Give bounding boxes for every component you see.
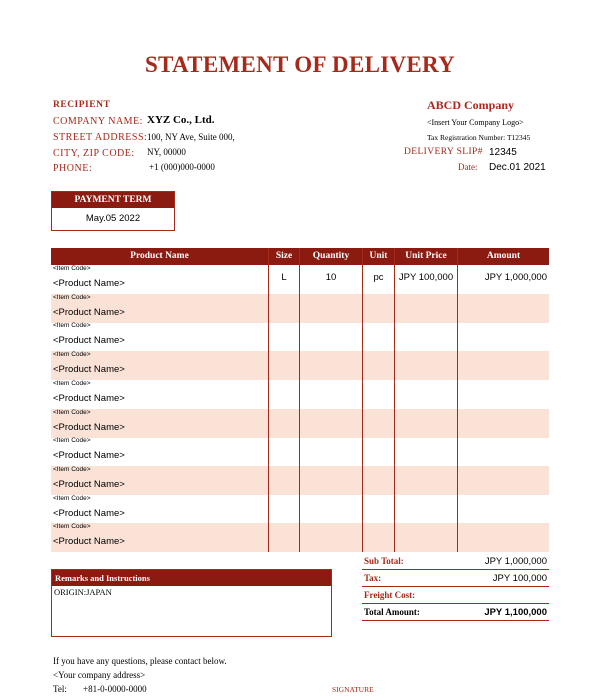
- company-address: <Your company address>: [53, 670, 146, 680]
- table-row[interactable]: [51, 495, 549, 524]
- item-code[interactable]: <Item Code>: [53, 322, 91, 330]
- header-product-name: Product Name: [51, 248, 268, 265]
- product-name[interactable]: <Product Name>: [53, 392, 125, 404]
- product-name[interactable]: <Product Name>: [53, 536, 125, 548]
- table-row[interactable]: [51, 322, 549, 351]
- logo-placeholder: <Insert Your Company Logo>: [427, 118, 524, 127]
- cell-size[interactable]: L: [281, 272, 287, 283]
- tax-value[interactable]: JPY 100,000: [492, 573, 547, 584]
- product-name[interactable]: <Product Name>: [53, 507, 125, 519]
- slip-value[interactable]: 12345: [489, 147, 517, 158]
- tax-registration: Tax Registration Number: T12345: [427, 133, 531, 142]
- remarks-label: Remarks and Instructions: [52, 570, 331, 586]
- cell-price[interactable]: JPY 100,000: [398, 272, 454, 283]
- table-row[interactable]: [51, 409, 549, 438]
- item-code[interactable]: <Item Code>: [53, 293, 91, 301]
- city-value[interactable]: NY, 00000: [147, 147, 186, 157]
- date-label: Date:: [458, 162, 478, 172]
- divider: [362, 620, 549, 621]
- item-code[interactable]: <Item Code>: [53, 523, 91, 531]
- column-divider: [362, 248, 363, 552]
- date-value[interactable]: Dec.01 2021: [489, 162, 546, 173]
- column-divider: [457, 248, 458, 552]
- column-divider: [394, 248, 395, 552]
- recipient-heading: RECIPIENT: [53, 100, 111, 110]
- column-divider: [268, 248, 269, 552]
- address-label: STREET ADDRESS:: [53, 132, 148, 143]
- tel-value: +81-0-0000-0000: [83, 684, 147, 694]
- company-value[interactable]: XYZ Co., Ltd.: [147, 114, 215, 126]
- cell-amount[interactable]: JPY 1,000,000: [484, 272, 547, 283]
- product-name[interactable]: <Product Name>: [53, 450, 125, 462]
- item-code[interactable]: <Item Code>: [53, 408, 91, 416]
- items-table: [51, 248, 549, 552]
- remarks-box: [51, 569, 332, 637]
- table-row[interactable]: [51, 437, 549, 466]
- cell-unit[interactable]: pc: [373, 272, 384, 283]
- contact-note: If you have any questions, please contact below.: [53, 656, 227, 666]
- slip-label: DELIVERY SLIP#: [404, 147, 483, 157]
- product-name[interactable]: <Product Name>: [53, 478, 125, 490]
- signature-label: SIGNATURE: [332, 685, 374, 694]
- table-row[interactable]: [51, 523, 549, 552]
- company-label: COMPANY NAME:: [53, 116, 143, 127]
- item-code[interactable]: <Item Code>: [53, 494, 91, 502]
- remarks-text[interactable]: ORIGIN:JAPAN: [54, 587, 112, 597]
- table-row[interactable]: [51, 351, 549, 380]
- tax-label: Tax:: [364, 573, 382, 583]
- product-name[interactable]: <Product Name>: [53, 278, 125, 289]
- subtotal-label: Sub Total:: [364, 556, 404, 566]
- header-amount: Amount: [458, 248, 549, 265]
- tel-label: Tel:: [53, 684, 67, 694]
- total-value[interactable]: JPY 1,100,000: [484, 607, 547, 618]
- table-row[interactable]: [51, 380, 549, 409]
- payment-term-label: PAYMENT TERM: [52, 192, 174, 208]
- product-name[interactable]: <Product Name>: [53, 421, 125, 433]
- payment-term-box: [51, 191, 175, 231]
- header-quantity: Quantity: [300, 248, 362, 265]
- address-value[interactable]: 100, NY Ave, Suite 000,: [147, 132, 235, 142]
- item-code[interactable]: <Item Code>: [53, 437, 91, 445]
- divider: [362, 569, 549, 570]
- subtotal-value[interactable]: JPY 1,000,000: [484, 556, 547, 567]
- item-code[interactable]: <Item Code>: [53, 351, 91, 359]
- divider: [362, 586, 549, 587]
- header-unit-price: Unit Price: [395, 248, 457, 265]
- product-name[interactable]: <Product Name>: [53, 306, 125, 318]
- city-label: CITY, ZIP CODE:: [53, 148, 135, 159]
- product-name[interactable]: <Product Name>: [53, 364, 125, 376]
- item-code[interactable]: <Item Code>: [53, 379, 91, 387]
- totals-block: [362, 554, 549, 624]
- phone-value[interactable]: +1 (000)000-0000: [149, 162, 215, 172]
- sender-company: ABCD Company: [427, 98, 515, 112]
- header-unit: Unit: [363, 248, 394, 265]
- product-name[interactable]: <Product Name>: [53, 335, 125, 347]
- item-code[interactable]: <Item Code>: [53, 465, 91, 473]
- divider: [362, 603, 549, 604]
- table-row[interactable]: [51, 466, 549, 495]
- table-row[interactable]: [51, 294, 549, 323]
- payment-term-value[interactable]: May.05 2022: [85, 213, 141, 224]
- phone-label: PHONE:: [53, 163, 93, 174]
- page-title: STATEMENT OF DELIVERY: [144, 52, 456, 77]
- cell-qty[interactable]: 10: [325, 272, 337, 283]
- header-size: Size: [269, 248, 299, 265]
- column-divider: [299, 248, 300, 552]
- total-label: Total Amount:: [364, 607, 420, 617]
- item-code[interactable]: <Item Code>: [53, 265, 91, 272]
- freight-label: Freight Cost:: [364, 590, 416, 600]
- table-row[interactable]: [51, 265, 549, 294]
